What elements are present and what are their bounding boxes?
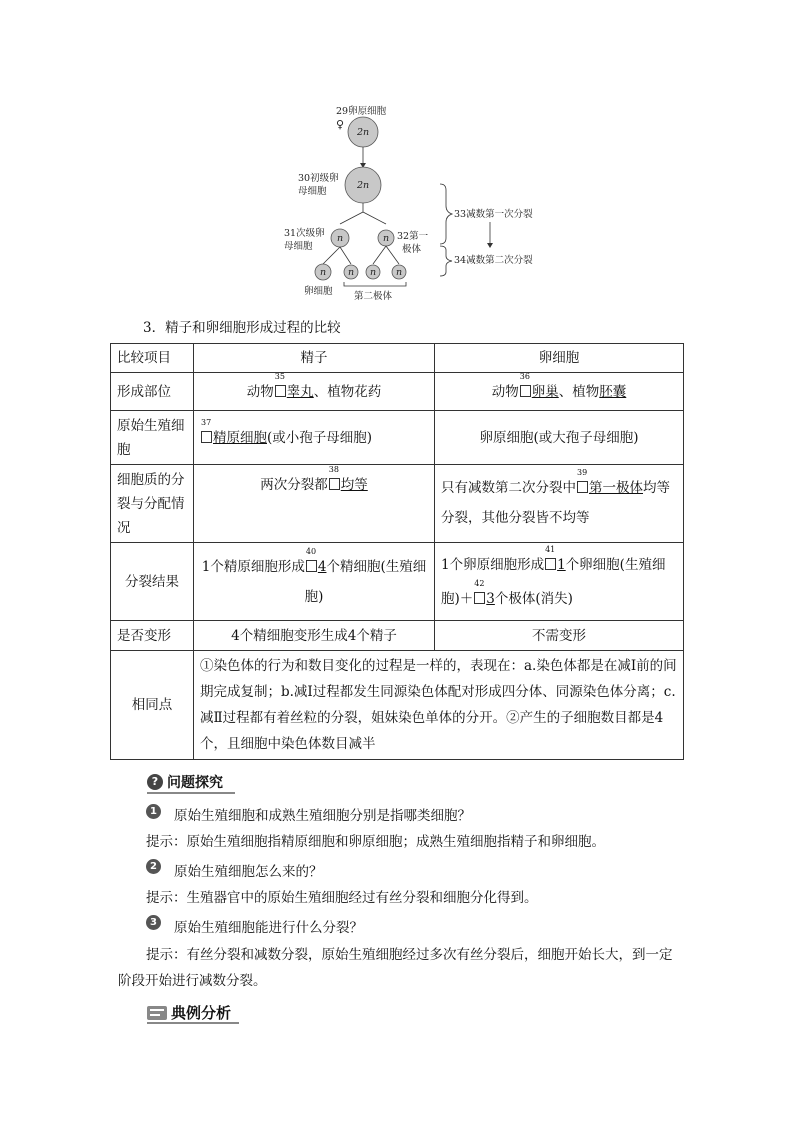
question-3: 原始生殖细胞能进行什么分裂？: [174, 920, 363, 936]
table-row: [111, 651, 684, 760]
ploidy-polar-2: n: [370, 267, 377, 278]
second-polar-bracket: [344, 282, 406, 286]
cell-origin-sperm: [194, 411, 435, 465]
answer-box: [519, 371, 531, 397]
header-egg: 卵细胞: [435, 344, 684, 373]
answer-text: 3: [486, 590, 495, 607]
cell-deform-egg: 不需变形: [435, 621, 684, 651]
cell-site-sperm: [194, 373, 435, 411]
female-symbol-icon: ♀: [336, 118, 345, 131]
label-primary-oocyte-2: 母细胞: [298, 186, 327, 197]
text: 个卵细胞(生殖细胞)＋: [441, 556, 666, 607]
label-first-polar-2: 极体: [402, 244, 422, 255]
example-underline: [147, 1022, 239, 1024]
row-label-origin: 原始生殖细胞: [111, 411, 194, 465]
cell-result-egg: [435, 543, 684, 621]
cell-same: ①染色体的行为和数目变化的过程是一样的，表现在：a.染色体都是在减Ⅰ前的间期完成复制；b.减Ⅰ过程都发生同源染色体配对形成四分体、同源染色体分离；c.减Ⅱ过程都有着丝粒的分裂，姐妹染色单体的分开。②产生的子细胞数目都是4个，且细胞中染色体数目减半: [194, 651, 684, 760]
row-label-same: 相同点: [111, 651, 194, 760]
answer-text: 睾丸: [286, 383, 314, 400]
ploidy-secondary: n: [337, 233, 344, 244]
answer-number: 41: [545, 544, 556, 554]
answer-box: [474, 578, 485, 604]
table-row: [111, 465, 684, 543]
label-first-polar-1: 32第一: [397, 231, 429, 242]
answer-box: [274, 371, 286, 397]
brace-meiosis2: [440, 246, 452, 276]
branch-left-1: [340, 212, 363, 224]
branch-right-1: [363, 212, 386, 224]
hint-1: 提示：原始生殖细胞指精原细胞和卵原细胞；成熟生殖细胞指精子和卵细胞。: [146, 834, 605, 850]
cell-origin-egg: 卵原细胞(或大孢子母细胞): [435, 411, 684, 465]
answer-number: 39: [577, 468, 588, 477]
ploidy-polar-1: n: [348, 267, 355, 278]
table-row: [111, 411, 684, 465]
brace-meiosis1: [440, 184, 452, 244]
example-title: 典例分析: [171, 1004, 232, 1022]
text: (或小孢子母细胞): [267, 429, 373, 446]
label-meiosis2: 34减数第二次分裂: [454, 255, 533, 266]
label-oogonium: 29卵原细胞: [336, 106, 387, 117]
label-egg: 卵细胞: [304, 286, 333, 297]
branch-2d: [386, 246, 399, 264]
question-1: 原始生殖细胞和成熟生殖细胞分别是指哪类细胞？: [174, 808, 471, 824]
cell-cytoplasm-egg: [435, 465, 684, 543]
label-secondary-oocyte-2: 母细胞: [284, 241, 313, 252]
text: 动物: [491, 383, 519, 400]
answer-number: 36: [519, 371, 530, 381]
example-banner: [147, 1002, 231, 1023]
ploidy-primary: 2n: [357, 180, 370, 191]
answer-number: 35: [274, 371, 285, 381]
ploidy-oogonium: 2n: [357, 127, 370, 138]
text: 均等分裂，其他分裂皆不均等: [441, 480, 670, 526]
answer-number: 37: [201, 417, 212, 427]
header-sperm: 精子: [194, 344, 435, 373]
answer-text: 4: [317, 558, 327, 575]
ploidy-first-polar: n: [383, 233, 390, 244]
answer-box: [328, 465, 340, 490]
answer-text: 1: [557, 556, 566, 573]
hint-2: 提示：生殖器官中的原始生殖细胞经过有丝分裂和细胞分化得到。: [146, 890, 538, 906]
answer-number: 40: [305, 546, 317, 556]
answer-text: 均等: [340, 477, 368, 493]
question-number-3: 3: [146, 915, 161, 930]
answer-box: [305, 546, 317, 572]
label-second-polar: 第二极体: [354, 291, 393, 302]
cell-result-sperm: [194, 543, 435, 621]
text: 两次分裂都: [260, 477, 328, 493]
label-primary-oocyte-1: 30初级卵: [298, 173, 339, 184]
comparison-table: [110, 343, 684, 760]
text: 、植物花药: [313, 383, 382, 400]
speech-bubble-icon: [147, 1006, 167, 1020]
table-row: [111, 373, 684, 411]
branch-2a: [323, 247, 340, 264]
label-secondary-oocyte-1: 31次级卵: [284, 228, 325, 239]
table-row: [111, 621, 684, 651]
row-label-site: 形成部位: [111, 373, 194, 411]
explore-underline: [147, 792, 235, 794]
header-item: 比较项目: [111, 344, 194, 373]
answer-text: 第一极体: [589, 480, 643, 496]
answer-text: 精原细胞: [213, 429, 267, 446]
answer-box: [201, 417, 212, 443]
question-number-1: 1: [146, 804, 161, 819]
text: 1个精原细胞形成: [201, 558, 305, 575]
row-label-result: 分裂结果: [111, 543, 194, 621]
label-meiosis1: 33减数第一次分裂: [454, 209, 533, 220]
text: 、植物: [558, 383, 600, 400]
cell-site-egg: [435, 373, 684, 411]
ploidy-egg: n: [320, 267, 327, 278]
row-label-cytoplasm: 细胞质的分裂与分配情况: [111, 465, 194, 543]
answer-number: 42: [474, 578, 485, 588]
cell-cytoplasm-sperm: [194, 465, 435, 543]
section-title: 3．精子和卵细胞形成过程的比较: [143, 320, 341, 336]
answer-box: [545, 544, 556, 570]
cell-deform-sperm: 4个精细胞变形生成4个精子: [194, 621, 435, 651]
ploidy-polar-3: n: [396, 267, 403, 278]
table-row: [111, 543, 684, 621]
explore-title: 问题探究: [167, 775, 223, 791]
question-number-2: 2: [146, 859, 161, 874]
branch-2b: [340, 247, 351, 264]
branch-2c: [373, 246, 386, 264]
row-label-deform: 是否变形: [111, 621, 194, 651]
text: 1个卵原细胞形成: [441, 556, 545, 573]
answer-text: 卵巢: [531, 383, 559, 400]
text: 个极体(消失): [494, 590, 573, 607]
answer-text: 胚囊: [599, 383, 627, 400]
answer-number: 38: [328, 465, 339, 474]
question-2: 原始生殖细胞怎么来的？: [174, 864, 323, 880]
oogenesis-diagram: [284, 98, 560, 310]
hint-3: 提示：有丝分裂和减数分裂，原始生殖细胞经过多次有丝分裂后，细胞开始长大，到一定阶段开始进行减数分裂。: [118, 947, 673, 989]
question-icon: ?: [147, 774, 163, 790]
explore-banner: [147, 772, 223, 792]
text: 动物: [246, 383, 274, 400]
answer-box: [577, 468, 588, 493]
arrowhead-meiosis: [487, 243, 493, 248]
text: 个精细胞(生殖细胞): [304, 558, 427, 605]
text: 只有减数第二次分裂中: [441, 480, 576, 496]
table-header-row: [111, 344, 684, 373]
